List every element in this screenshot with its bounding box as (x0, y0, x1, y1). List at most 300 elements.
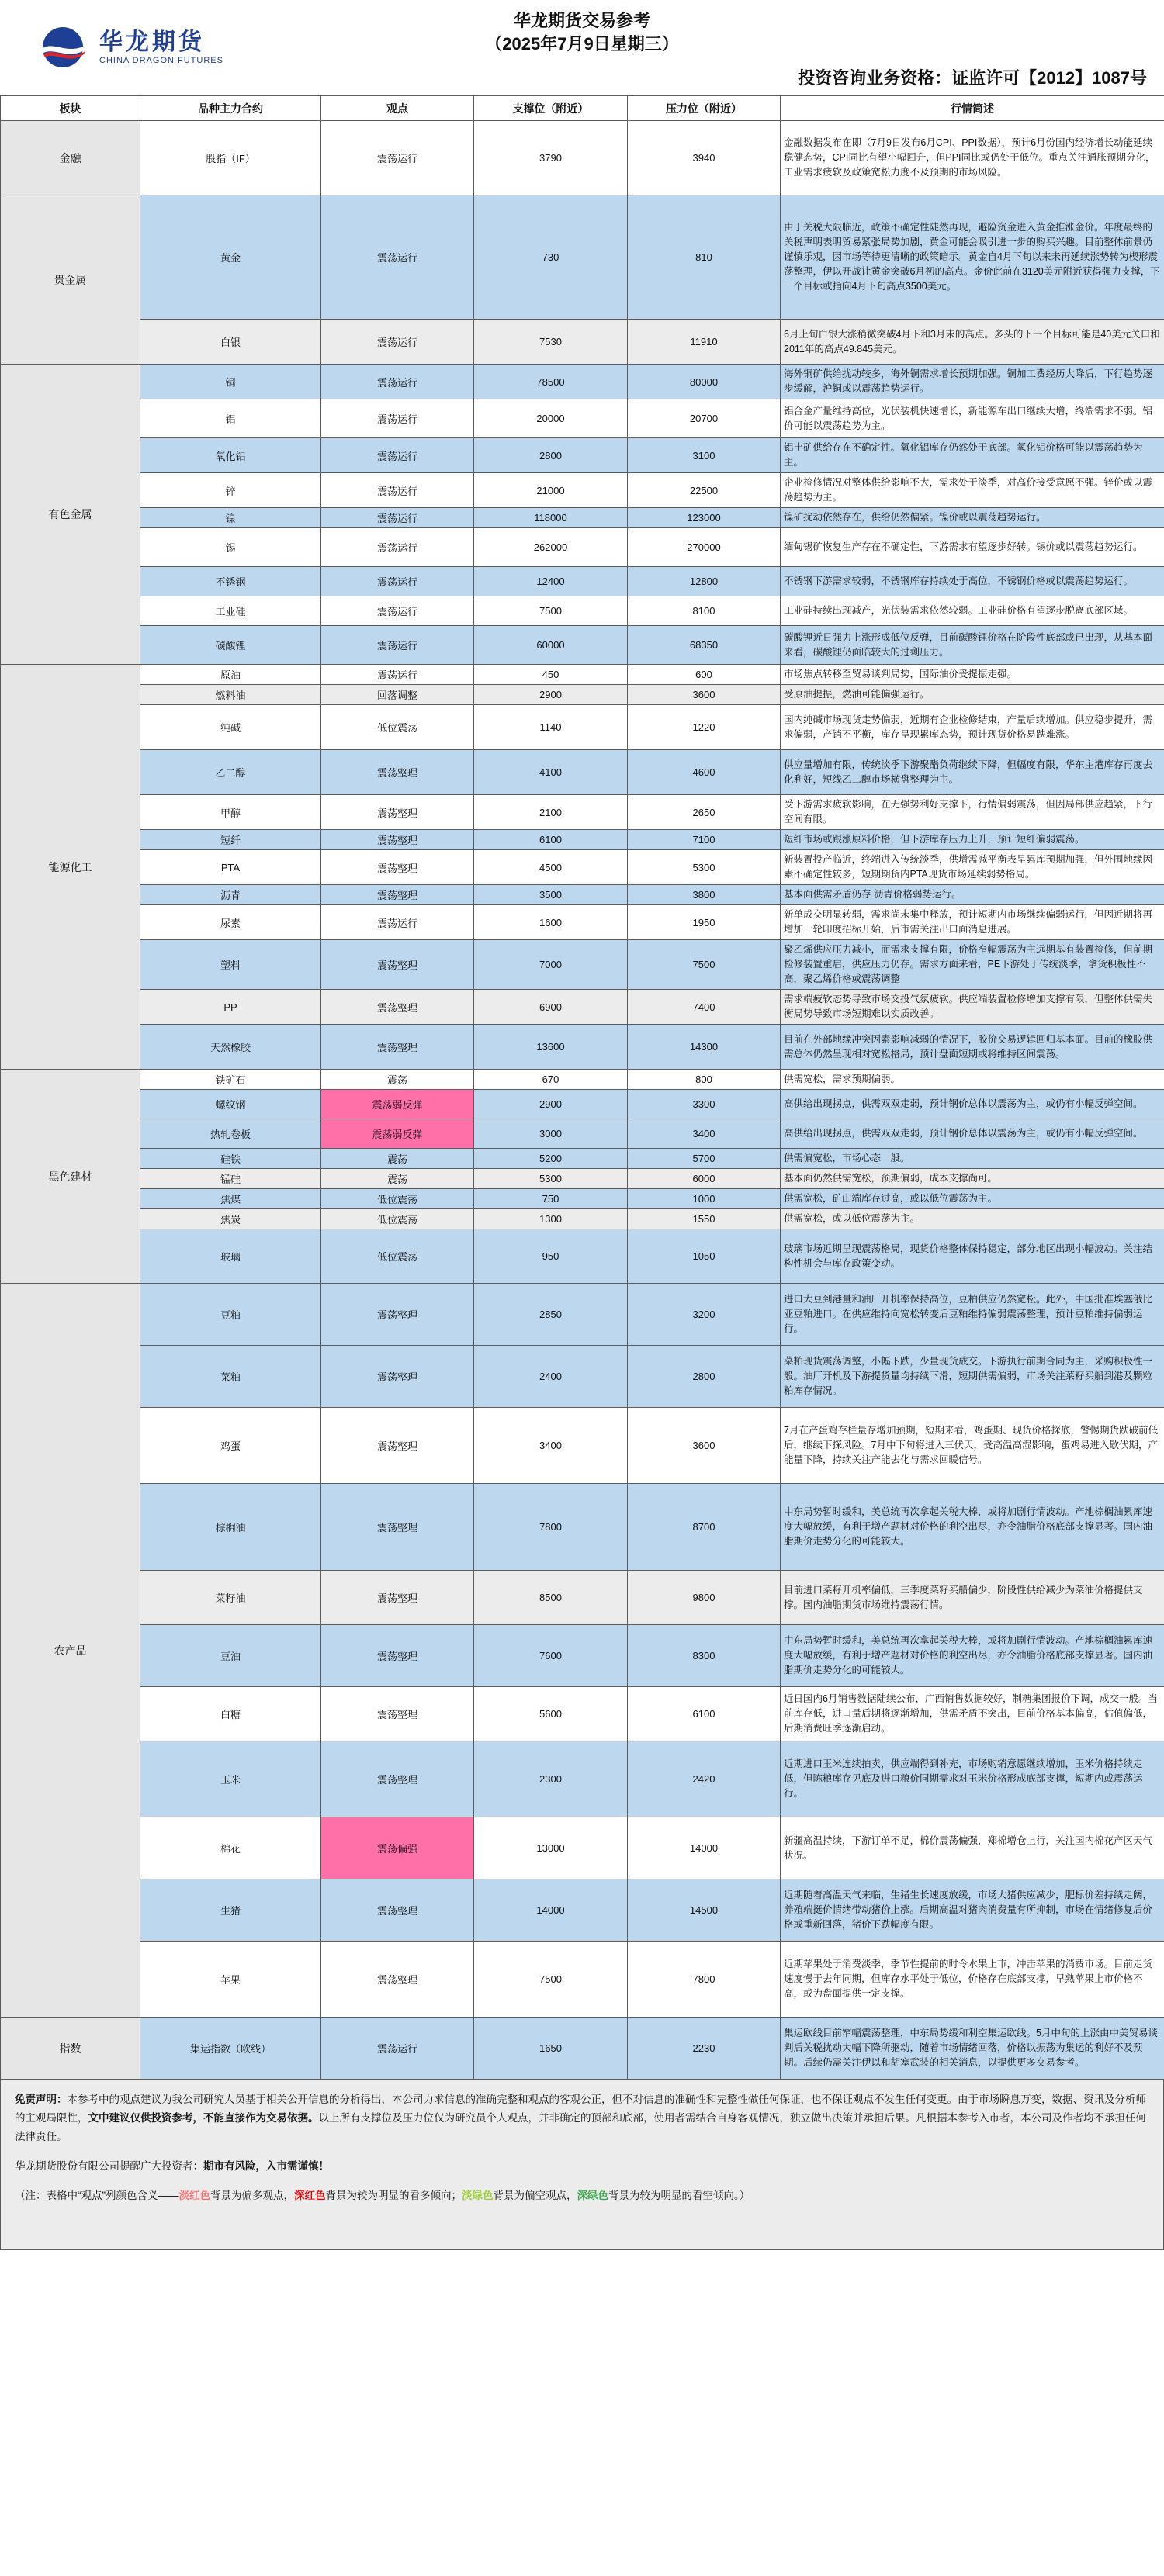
view-cell: 震荡弱反弹 (321, 1119, 474, 1149)
reference-table (0, 95, 1164, 2080)
view-cell: 震荡偏强 (321, 1817, 474, 1879)
product-cell: 塑料 (140, 940, 321, 990)
view-cell: 震荡运行 (321, 2018, 474, 2080)
product-cell: 短纤 (140, 830, 321, 850)
resistance-cell: 8100 (628, 596, 781, 626)
description-cell: 国内纯碱市场现货走势偏弱，近期有企业检修结束，产量后续增加。供应稳步提升，需求偏弱，产销不平衡，库存呈现累库态势，预计现货价格易跌难涨。 (781, 705, 1164, 750)
support-cell: 1650 (474, 2018, 628, 2080)
description-cell: 6月上旬白银大涨稍微突破4月下和3月末的高点。多头的下一个目标可能是40美元关口和2011年的高点49.845美元。 (781, 320, 1164, 365)
disclaimer-bold: 文中建议仅供投资参考，不能直接作为交易依据。 (88, 2112, 319, 2124)
product-cell: 鸡蛋 (140, 1408, 321, 1484)
view-cell: 震荡整理 (321, 1571, 474, 1625)
support-cell: 950 (474, 1229, 628, 1284)
resistance-cell: 14500 (628, 1879, 781, 1942)
product-cell: 棉花 (140, 1817, 321, 1879)
product-cell: 铁矿石 (140, 1070, 321, 1090)
view-cell: 震荡运行 (321, 195, 474, 320)
product-cell: PP (140, 990, 321, 1025)
table-row (1, 1025, 1164, 1070)
view-cell: 震荡 (321, 1169, 474, 1189)
support-cell: 13600 (474, 1025, 628, 1070)
legend-prefix: （注：表格中“观点”列颜色含义—— (15, 2190, 179, 2201)
description-cell: 基本面供需矛盾仍存 沥青价格弱势运行。 (781, 885, 1164, 905)
table-row (1, 665, 1164, 685)
legend-dark-red: 深红色 (294, 2190, 326, 2201)
description-cell: 集运欧线目前窄幅震荡整理，中东局势缓和利空集运欧线。5月中旬的上涨由中美贸易谈判后关税扰动大幅下降所驱动，随着市场情绪回落，价格以振荡为集运的利好不及预期。后续仍需关注伊以和胡塞武装的相关消息，以提供更多交易参考。 (781, 2018, 1164, 2080)
product-cell: 纯碱 (140, 705, 321, 750)
support-cell: 3400 (474, 1408, 628, 1484)
description-cell: 新疆高温持续，下游订单不足，棉价震荡偏强，郑棉增仓上行，关注国内棉花产区天气状况。 (781, 1817, 1164, 1879)
view-cell: 震荡运行 (321, 567, 474, 596)
view-cell: 震荡整理 (321, 1025, 474, 1070)
view-cell: 低位震荡 (321, 1209, 474, 1229)
disclaimer (15, 2090, 1149, 2146)
resistance-cell: 5700 (628, 1149, 781, 1169)
support-cell: 5600 (474, 1687, 628, 1741)
description-cell: 碳酸锂近日强力上涨形成低位反弹，目前碳酸锂价格在阶段性底部或已出现，从基本面来看，碳酸锂仍面临较大的过剩压力。 (781, 626, 1164, 665)
support-cell: 5300 (474, 1169, 628, 1189)
view-cell: 震荡运行 (321, 399, 474, 438)
product-cell: 豆粕 (140, 1284, 321, 1346)
description-cell: 近期进口玉米连续拍卖，供应端得到补充，市场购销意愿继续增加，玉米价格持续走低，但陈粮库存见底及进口粮价同期需求对玉米价格形成底部支撑，短期内或震荡运行。 (781, 1741, 1164, 1817)
support-cell: 2900 (474, 1090, 628, 1119)
resistance-cell: 3940 (628, 121, 781, 195)
view-cell: 震荡整理 (321, 1942, 474, 2018)
support-cell: 78500 (474, 365, 628, 399)
logo-english-name: CHINA DRAGON FUTURES (99, 56, 223, 65)
view-cell: 震荡运行 (321, 508, 474, 528)
table-row (1, 705, 1164, 750)
view-cell: 震荡整理 (321, 1625, 474, 1687)
table-row (1, 1879, 1164, 1942)
disclaimer-tail: 以上所有支撑位及压力位仅为研究员个人观点，并非确定的顶部和底部，使用者需结合自身客观情况，独立做出决策并承担后果。凡根据本参考入市者，本公司及作者均不承担任何法律责任。 (15, 2112, 1146, 2142)
description-cell: 高供给出现拐点，供需双双走弱，预计钢价总体以震荡为主，或仍有小幅反弹空间。 (781, 1090, 1164, 1119)
support-cell: 6900 (474, 990, 628, 1025)
view-cell: 震荡整理 (321, 850, 474, 885)
product-cell: 焦炭 (140, 1209, 321, 1229)
legend-text: 背景为较为明显的看多倾向； (325, 2190, 462, 2201)
table-row (1, 830, 1164, 850)
resistance-cell: 270000 (628, 528, 781, 567)
support-cell: 7600 (474, 1625, 628, 1687)
resistance-cell: 3100 (628, 438, 781, 473)
footer-notes (0, 2080, 1164, 2250)
description-cell: 缅甸锡矿恢复生产存在不确定性，下游需求有望逐步好转。锡价或以震荡趋势运行。 (781, 528, 1164, 567)
product-cell: 原油 (140, 665, 321, 685)
support-cell: 3500 (474, 885, 628, 905)
view-cell: 震荡整理 (321, 1484, 474, 1571)
description-cell: 高供给出现拐点，供需双双走弱，预计钢价总体以震荡为主，或仍有小幅反弹空间。 (781, 1119, 1164, 1149)
legend-light-green: 淡绿色 (462, 2190, 494, 2201)
license-number: 投资咨询业务资格：证监许可【2012】1087号 (798, 68, 1147, 88)
resistance-cell: 123000 (628, 508, 781, 528)
resistance-cell: 800 (628, 1070, 781, 1090)
support-cell: 60000 (474, 626, 628, 665)
product-cell: 锡 (140, 528, 321, 567)
product-cell: 股指（IF） (140, 121, 321, 195)
color-legend (15, 2187, 1149, 2205)
description-cell: 短纤市场或跟涨原料价格，但下游库存压力上升，预计短纤偏弱震荡。 (781, 830, 1164, 850)
resistance-cell: 7800 (628, 1942, 781, 2018)
resistance-cell: 1000 (628, 1189, 781, 1209)
table-row (1, 685, 1164, 705)
product-cell: 沥青 (140, 885, 321, 905)
table-row (1, 1942, 1164, 2018)
support-cell: 1300 (474, 1209, 628, 1229)
resistance-cell: 3800 (628, 885, 781, 905)
view-cell: 震荡整理 (321, 830, 474, 850)
view-cell: 震荡运行 (321, 121, 474, 195)
support-cell: 2900 (474, 685, 628, 705)
view-cell: 震荡 (321, 1149, 474, 1169)
resistance-cell: 12800 (628, 567, 781, 596)
legend-text: 背景为偏多观点， (210, 2190, 294, 2201)
table-row (1, 795, 1164, 830)
view-cell: 震荡整理 (321, 795, 474, 830)
support-cell: 21000 (474, 473, 628, 508)
resistance-cell: 2230 (628, 2018, 781, 2080)
description-cell: 供需偏宽松，市场心态一般。 (781, 1149, 1164, 1169)
product-cell: 热轧卷板 (140, 1119, 321, 1149)
support-cell: 8500 (474, 1571, 628, 1625)
table-row (1, 1284, 1164, 1346)
sector-cell: 黑色建材 (1, 1070, 140, 1284)
product-cell: 棕榈油 (140, 1484, 321, 1571)
sector-cell: 指数 (1, 2018, 140, 2080)
description-cell: 镍矿扰动依然存在，供给仍然偏紧。镍价或以震荡趋势运行。 (781, 508, 1164, 528)
support-cell: 2800 (474, 438, 628, 473)
table-row (1, 195, 1164, 320)
column-header: 观点 (321, 96, 474, 121)
support-cell: 1140 (474, 705, 628, 750)
description-cell: 供需宽松，矿山端库存过高，或以低位震荡为主。 (781, 1189, 1164, 1209)
view-cell: 震荡运行 (321, 665, 474, 685)
product-cell: 氧化铝 (140, 438, 321, 473)
table-header-row (1, 96, 1164, 121)
support-cell: 670 (474, 1070, 628, 1090)
product-cell: 豆油 (140, 1625, 321, 1687)
product-cell: 白银 (140, 320, 321, 365)
table-row (1, 528, 1164, 567)
table-row (1, 567, 1164, 596)
description-cell: 近期随着高温天气来临，生猪生长速度放缓，市场大猪供应减少，肥标价差持续走阔，养殖端挺价情绪带动猪价上涨。后期高温对猪肉消费量有所抑制，市场在情绪修复后价格或重新回落，猪价下跌幅度有限。 (781, 1879, 1164, 1942)
resistance-cell: 810 (628, 195, 781, 320)
column-header: 支撑位（附近） (474, 96, 628, 121)
view-cell: 震荡运行 (321, 596, 474, 626)
support-cell: 750 (474, 1189, 628, 1209)
legend-light-red: 淡红色 (178, 2190, 210, 2201)
resistance-cell: 14300 (628, 1025, 781, 1070)
view-cell: 震荡运行 (321, 365, 474, 399)
description-cell: 中东局势暂时缓和，美总统再次拿起关税大棒，或将加剧行情波动。产地棕榈油累库速度大幅放缓，有利于增产题材对价格的利空出尽，亦令油脂价格底部支撑显著。国内油脂期价走势分化的可能较大。 (781, 1625, 1164, 1687)
view-cell: 低位震荡 (321, 1229, 474, 1284)
description-cell: 近期苹果处于消费淡季，季节性提前的时令水果上市，冲击苹果的消费市场。目前走货速度慢于去年同期，但库存水平处于低位，价格存在底部支撑，早熟苹果上市价格不高，或为盘面提供一定支撑。 (781, 1942, 1164, 2018)
view-cell: 震荡整理 (321, 1879, 474, 1942)
description-cell: 供需宽松，或以低位震荡为主。 (781, 1209, 1164, 1229)
description-cell: 玻璃市场近期呈现震荡格局，现货价格整体保持稳定，部分地区出现小幅波动。关注结构性机会与库存政策变动。 (781, 1229, 1164, 1284)
resistance-cell: 7400 (628, 990, 781, 1025)
report-header (0, 0, 1164, 95)
table-row (1, 626, 1164, 665)
support-cell: 12400 (474, 567, 628, 596)
table-row (1, 473, 1164, 508)
support-cell: 14000 (474, 1879, 628, 1942)
support-cell: 4500 (474, 850, 628, 885)
table-row (1, 850, 1164, 885)
resistance-cell: 9800 (628, 1571, 781, 1625)
description-cell: 铝土矿供给存在不确定性。氧化铝库存仍然处于底部。氧化铝价格可能以震荡趋势为主。 (781, 438, 1164, 473)
resistance-cell: 8700 (628, 1484, 781, 1571)
resistance-cell: 80000 (628, 365, 781, 399)
disclaimer-body: 本参考中的观点建议为我公司研究人员基于相关公开信息的分析得出，本公司力求信息的准确完整和观点的客观公正，但不对信息的准确性和完整性做任何保证，也不保证观点不发生任何变更。由于市场瞬息万变，数据、资讯及分析师的主观局限性， (15, 2094, 1146, 2124)
resistance-cell: 3400 (628, 1119, 781, 1149)
support-cell: 7500 (474, 1942, 628, 2018)
product-cell: 锰硅 (140, 1169, 321, 1189)
sector-cell: 贵金属 (1, 195, 140, 365)
product-cell: 燃料油 (140, 685, 321, 705)
description-cell: 供应量增加有限，传统淡季下游聚酯负荷继续下降，但幅度有限，华东主港库存再度去化利好，短线乙二醇市场横盘整理为主。 (781, 750, 1164, 795)
support-cell: 3000 (474, 1119, 628, 1149)
table-row (1, 940, 1164, 990)
table-row (1, 1070, 1164, 1090)
table-row (1, 596, 1164, 626)
table-row (1, 1149, 1164, 1169)
resistance-cell: 3300 (628, 1090, 781, 1119)
disclaimer-title: 免责声明： (15, 2094, 68, 2105)
product-cell: 生猪 (140, 1879, 321, 1942)
sector-cell: 金融 (1, 121, 140, 195)
view-cell: 震荡整理 (321, 990, 474, 1025)
view-cell: 震荡整理 (321, 1741, 474, 1817)
view-cell: 震荡运行 (321, 473, 474, 508)
product-cell: 白糖 (140, 1687, 321, 1741)
support-cell: 13000 (474, 1817, 628, 1879)
resistance-cell: 6100 (628, 1687, 781, 1741)
description-cell: 供需宽松，需求预期偏弱。 (781, 1070, 1164, 1090)
view-cell: 震荡运行 (321, 528, 474, 567)
view-cell: 低位震荡 (321, 705, 474, 750)
description-cell: 不锈钢下游需求较弱，不锈钢库存持续处于高位，不锈钢价格或以震荡趋势运行。 (781, 567, 1164, 596)
resistance-cell: 5300 (628, 850, 781, 885)
view-cell: 震荡运行 (321, 626, 474, 665)
column-header: 行情简述 (781, 96, 1164, 121)
resistance-cell: 1050 (628, 1229, 781, 1284)
description-cell: 7月在产蛋鸡存栏量存增加预期，短期来看，鸡蛋期、现货价格探底，警惕期货跌破前低后，继续下探风险。7月中下旬将进入三伏天，受高温高湿影响，蛋鸡易进入歇伏期，产能量下降，持续关注产能去化与需求回暖信号。 (781, 1408, 1164, 1484)
description-cell: 海外铜矿供给扰动较多，海外铜需求增长预期加强。铜加工费经历大降后，下行趋势逐步缓解，沪铜或以震荡趋势运行。 (781, 365, 1164, 399)
description-cell: 目前在外部地缘冲突因素影响减弱的情况下，胶价交易逻辑回归基本面。目前的橡胶供需总体仍然呈现相对宽松格局，预计盘面短期或将维持区间震荡。 (781, 1025, 1164, 1070)
description-cell: 由于关税大限临近，政策不确定性陡然再现，避险资金进入黄金推涨金价。年度最终的关税声明表明贸易紧张局势加剧，黄金可能会吸引进一步的购买兴趣。目前整体前景仍谨慎乐观，因市场等待更清晰的政策暗示。黄金自4月下旬以来未再延续涨势转为楔形震荡整理，伊以开战让黄金突破6月初的高点。金价此前在3120美元附近获得强力支撑，下一个目标或指向4月下旬高点3500美元。 (781, 195, 1164, 320)
description-cell: 聚乙烯供应压力减小，而需求支撑有限，价格窄幅震荡为主远期基有装置检修，但前期检修装置重启，供应压力仍存。需求方面来看，PE下游处于传统淡季，拿货积极性不高，聚乙烯价格或震荡调整 (781, 940, 1164, 990)
report-title: 华龙期货交易参考 (513, 11, 650, 30)
logo-chinese-name: 华龙期货 (99, 29, 205, 55)
view-cell: 震荡整理 (321, 1408, 474, 1484)
description-cell: 工业硅持续出现减产，光伏装需求依然较弱。工业硅价格有望逐步脱离底部区域。 (781, 596, 1164, 626)
product-cell: 玉米 (140, 1741, 321, 1817)
table-row (1, 1229, 1164, 1284)
product-cell: 焦煤 (140, 1189, 321, 1209)
column-header: 板块 (1, 96, 140, 121)
resistance-cell: 600 (628, 665, 781, 685)
table-row (1, 438, 1164, 473)
description-cell: 受原油提振，燃油可能偏强运行。 (781, 685, 1164, 705)
resistance-cell: 3600 (628, 685, 781, 705)
support-cell: 20000 (474, 399, 628, 438)
sector-cell: 能源化工 (1, 665, 140, 1070)
resistance-cell: 8300 (628, 1625, 781, 1687)
product-cell: PTA (140, 850, 321, 885)
column-header: 品种主力合约 (140, 96, 321, 121)
view-cell: 震荡 (321, 1070, 474, 1090)
table-row (1, 1484, 1164, 1571)
description-cell: 受下游需求疲软影响，在无强势利好支撑下，行情偏弱震荡，但因局部供应趋紧，下行空间有限。 (781, 795, 1164, 830)
table-row (1, 1346, 1164, 1408)
table-row (1, 990, 1164, 1025)
risk-reminder (15, 2157, 1149, 2176)
table-row (1, 1119, 1164, 1149)
table-row (1, 1625, 1164, 1687)
support-cell: 2400 (474, 1346, 628, 1408)
table-row (1, 1817, 1164, 1879)
description-cell: 市场焦点转移至贸易谈判局势，国际油价受提振走强。 (781, 665, 1164, 685)
product-cell: 苹果 (140, 1942, 321, 2018)
description-cell: 目前进口菜籽开机率偏低，三季度菜籽买船偏少，阶段性供给减少为菜油价格提供支撑。国内油脂期货市场维持震荡行情。 (781, 1571, 1164, 1625)
description-cell: 需求端疲软态势导致市场交投气氛疲软。供应端装置检修增加支撑有限，但整体供需失衡局势导致市场短期难以实质改善。 (781, 990, 1164, 1025)
product-cell: 工业硅 (140, 596, 321, 626)
table-row (1, 750, 1164, 795)
resistance-cell: 2420 (628, 1741, 781, 1817)
product-cell: 集运指数（欧线） (140, 2018, 321, 2080)
table-row (1, 1189, 1164, 1209)
description-cell: 菜粕现货震荡调整，小幅下跌，少量现货成交。下游执行前期合同为主，采购积极性一般。油厂开机及下游提货量均持续下滑，短期供需偏弱，市场关注菜籽买船到港及颗粒粕库存情况。 (781, 1346, 1164, 1408)
table-row (1, 365, 1164, 399)
support-cell: 262000 (474, 528, 628, 567)
table-row (1, 905, 1164, 940)
resistance-cell: 6000 (628, 1169, 781, 1189)
support-cell: 7500 (474, 596, 628, 626)
support-cell: 6100 (474, 830, 628, 850)
table-row (1, 1169, 1164, 1189)
resistance-cell: 1550 (628, 1209, 781, 1229)
description-cell: 中东局势暂时缓和，美总统再次拿起关税大棒，或将加剧行情波动。产地棕榈油累库速度大幅放缓，有利于增产题材对价格的利空出尽，亦令油脂价格底部支撑显著。国内油脂期价走势分化的可能较大。 (781, 1484, 1164, 1571)
product-cell: 镍 (140, 508, 321, 528)
description-cell: 新单成交明显转弱，需求尚未集中释放，预计短期内市场继续偏弱运行，但因近期将再增加一轮印度招标开始，后市需关注出口面消息进展。 (781, 905, 1164, 940)
table-row (1, 1741, 1164, 1817)
product-cell: 铜 (140, 365, 321, 399)
support-cell: 2100 (474, 795, 628, 830)
table-row (1, 1090, 1164, 1119)
view-cell: 震荡运行 (321, 905, 474, 940)
table-row (1, 1687, 1164, 1741)
support-cell: 7530 (474, 320, 628, 365)
table-row (1, 399, 1164, 438)
view-cell: 低位震荡 (321, 1189, 474, 1209)
resistance-cell: 1950 (628, 905, 781, 940)
resistance-cell: 14000 (628, 1817, 781, 1879)
view-cell: 震荡整理 (321, 1284, 474, 1346)
product-cell: 天然橡胶 (140, 1025, 321, 1070)
description-cell: 新装置投产临近，终端进入传统淡季，供增需减平衡表呈累库预期加强，但外围地缘因素不确定性较多，短期期货内PTA现货市场延续弱势格局。 (781, 850, 1164, 885)
product-cell: 螺纹钢 (140, 1090, 321, 1119)
view-cell: 震荡整理 (321, 1687, 474, 1741)
table-row (1, 508, 1164, 528)
support-cell: 2300 (474, 1741, 628, 1817)
product-cell: 碳酸锂 (140, 626, 321, 665)
resistance-cell: 7500 (628, 940, 781, 990)
view-cell: 震荡整理 (321, 885, 474, 905)
support-cell: 7000 (474, 940, 628, 990)
resistance-cell: 68350 (628, 626, 781, 665)
resistance-cell: 3200 (628, 1284, 781, 1346)
product-cell: 玻璃 (140, 1229, 321, 1284)
resistance-cell: 2650 (628, 795, 781, 830)
product-cell: 尿素 (140, 905, 321, 940)
reminder-prefix: 华龙期货股份有限公司提醒广大投资者： (15, 2160, 203, 2172)
legend-text: 背景为偏空观点， (493, 2190, 577, 2201)
table-row (1, 2018, 1164, 2080)
product-cell: 硅铁 (140, 1149, 321, 1169)
description-cell: 进口大豆到港量和油厂开机率保持高位，豆粕供应仍然宽松。此外，中国批准埃塞俄比亚豆粕进口。在供应维持向宽松转变后豆粕维持偏弱震荡整理，预计豆粕维持偏弱运行。 (781, 1284, 1164, 1346)
table-row (1, 885, 1164, 905)
view-cell: 震荡整理 (321, 1346, 474, 1408)
table-row (1, 1571, 1164, 1625)
product-cell: 铝 (140, 399, 321, 438)
resistance-cell: 11910 (628, 320, 781, 365)
view-cell: 震荡整理 (321, 750, 474, 795)
report-date: （2025年7月9日星期三） (485, 34, 679, 54)
product-cell: 菜籽油 (140, 1571, 321, 1625)
legend-dark-green: 深绿色 (577, 2190, 608, 2201)
resistance-cell: 4600 (628, 750, 781, 795)
product-cell: 乙二醇 (140, 750, 321, 795)
table-row (1, 1408, 1164, 1484)
description-cell: 金融数据发布在即（7月9日发布6月CPI、PPI数据），预计6月份国内经济增长动能延续稳健态势，CPI同比有望小幅回升，但PPI同比或仍处于低位。重点关注通胀预期分化，工业需求疲软及政策宽松力度不及预期的市场风险。 (781, 121, 1164, 195)
description-cell: 近日国内6月销售数据陆续公布，广西销售数据较好，制糖集团报价下调，成交一般。当前库存低，进口量后期将逐渐增加，供需矛盾不突出，目前价格基本偏高，估值偏低，后期消费旺季逐渐启动。 (781, 1687, 1164, 1741)
resistance-cell: 3600 (628, 1408, 781, 1484)
table-row (1, 320, 1164, 365)
view-cell: 震荡运行 (321, 438, 474, 473)
support-cell: 1600 (474, 905, 628, 940)
support-cell: 2850 (474, 1284, 628, 1346)
table-row (1, 1209, 1164, 1229)
description-cell: 基本面仍然供需宽松，预期偏弱，成本支撑尚可。 (781, 1169, 1164, 1189)
product-cell: 甲醇 (140, 795, 321, 830)
support-cell: 4100 (474, 750, 628, 795)
support-cell: 450 (474, 665, 628, 685)
support-cell: 730 (474, 195, 628, 320)
table-row (1, 121, 1164, 195)
legend-text: 背景为较为明显的看空倾向。） (608, 2190, 750, 2201)
resistance-cell: 2800 (628, 1346, 781, 1408)
support-cell: 3790 (474, 121, 628, 195)
reminder-bold: 期市有风险，入市需谨慎！ (203, 2160, 329, 2172)
sector-cell: 农产品 (1, 1284, 140, 2018)
product-cell: 不锈钢 (140, 567, 321, 596)
resistance-cell: 7100 (628, 830, 781, 850)
view-cell: 回落调整 (321, 685, 474, 705)
product-cell: 菜粕 (140, 1346, 321, 1408)
view-cell: 震荡运行 (321, 320, 474, 365)
description-cell: 铝合金产量维持高位，光伏装机快速增长，新能源车出口继续大增，终端需求不弱。铝价可能以震荡趋势为主。 (781, 399, 1164, 438)
sector-cell: 有色金属 (1, 365, 140, 665)
view-cell: 震荡弱反弹 (321, 1090, 474, 1119)
column-header: 压力位（附近） (628, 96, 781, 121)
view-cell: 震荡整理 (321, 940, 474, 990)
description-cell: 企业检修情况对整体供给影响不大，需求处于淡季，对高价接受意愿不强。锌价或以震荡趋势为主。 (781, 473, 1164, 508)
product-cell: 黄金 (140, 195, 321, 320)
product-cell: 锌 (140, 473, 321, 508)
support-cell: 7800 (474, 1484, 628, 1571)
support-cell: 5200 (474, 1149, 628, 1169)
